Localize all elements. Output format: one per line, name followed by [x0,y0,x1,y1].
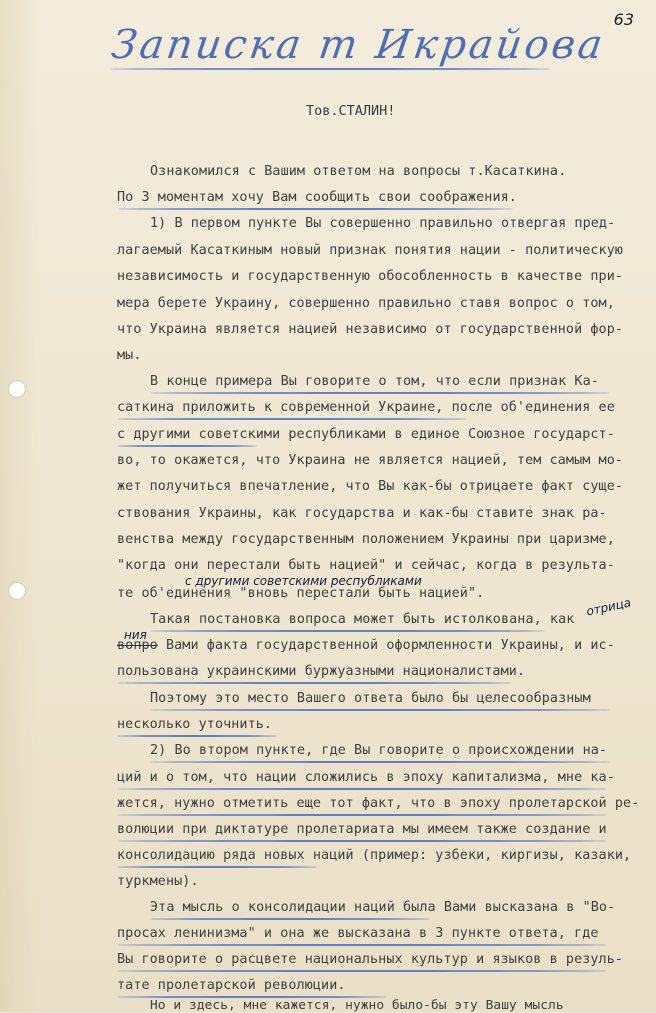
text-line: Ознакомился с Вашим ответом на вопросы т.Касаткина. [150,164,567,179]
pencil-underline [117,445,257,447]
pencil-underline [117,788,607,790]
pencil-underline [150,630,545,632]
text-line: Эта мысль о консолидации наций была Вами высказана в "Во- [150,900,616,915]
punch-hole [8,380,26,398]
text-line-rest: Вами факта государственной оформленности Украины, и ис- [165,638,615,653]
text-line [117,638,615,653]
text-line: тате пролетарской революции. [117,978,346,993]
text-line: саткина приложить к современной Украине, после об'единения ее [117,400,615,415]
pencil-underline [117,682,512,684]
text-line: просах ленинизма" и она же высказана в 3 пункте ответа, где [117,926,599,941]
text-line: независимость и государственную обособленность в качестве при- [117,269,624,284]
text-line: что Украина является нацией независимо от государственной фор- [117,322,624,337]
text-line: мера берете Украину, совершенно правильно ставя вопрос о том, [117,296,615,311]
pencil-underline [150,918,430,920]
pencil-underline [117,866,317,868]
handwritten-insertion: ния [124,628,147,642]
text-line: пользована украинскими буржуазными националистами. [117,664,526,679]
pencil-underline [150,761,610,763]
pencil-underline [117,814,607,816]
text-line: волюции при диктатуре пролетариата мы имеем также создание и [117,822,607,837]
text-line: с другими советскими республиками в единое Союзное государст- [117,427,615,442]
text-line: те об'единения "вновь перестали быть нацией". [117,586,485,601]
text-line: мы. [117,348,142,363]
salutation: Тов.СТАЛИН! [306,103,396,119]
pencil-underline [150,392,610,394]
text-line: 2) Во втором пункте, где Вы говорите о происхождении на- [150,743,608,758]
text-line: Такая постановка вопроса может быть истолкована, как [150,612,575,627]
text-line: туркмены). [117,874,199,889]
pencil-underline [117,944,607,946]
pencil-underline [117,418,467,420]
title-underline [110,68,550,70]
text-line: лагаемый Касаткиным новый признак понятия нации - политическую [117,243,624,258]
text-line: жется, нужно отметить еще тот факт, что в эпоху пролетарской ре- [117,796,640,811]
text-line: ций и о том, что нации сложились в эпоху капитализма, мне ка- [117,770,615,785]
page-number: 63 [613,10,634,29]
handwritten-margin-note: отрица [585,595,633,619]
pencil-underline [150,709,610,711]
pencil-underline [118,208,513,210]
text-line: 1) В первом пункте Вы совершенно правильно отвергая пред- [150,216,616,231]
text-line: ствования Украины, как государства и как-бы ставите знак ра- [117,506,607,521]
text-line: В конце примера Вы говорите о том, что если признак Ка- [150,374,599,389]
handwritten-insertion: с другими советскими республиками [185,574,422,588]
text-line: консолидацию ряда новых наций (пример: узбеки, киргизы, казаки, [117,848,632,863]
struck-word: вопро [117,638,158,653]
text-line: венства между государственным положением Украины при царизме, [117,532,615,547]
text-line: Поэтому это место Вашего ответа было бы целесообразным [150,691,591,706]
pencil-underline [117,970,607,972]
text-line: По 3 моментам хочу Вам сообщить свои соображения. [117,190,517,205]
text-line: Вы говорите о расцвете национальных культур и языков в резуль- [117,952,624,967]
punch-hole [8,582,26,600]
text-line: "когда они перестали быть нацией" и сейчас, когда в результа- [117,558,615,573]
text-line: несколько уточнить. [117,717,273,732]
pencil-underline [117,840,607,842]
handwritten-title: Записка т Икрайова [108,22,609,68]
pencil-underline [117,996,387,998]
text-line: жет получиться впечатление, что Вы как-бы отрицаете факт суще- [117,479,624,494]
pencil-underline [117,735,277,737]
text-line: Но и здесь, мне кажется, нужно было-бы эту Вашу мысль [150,998,564,1013]
text-line: во, то окажется, что Украина не является нацией, тем самым мо- [117,453,624,468]
